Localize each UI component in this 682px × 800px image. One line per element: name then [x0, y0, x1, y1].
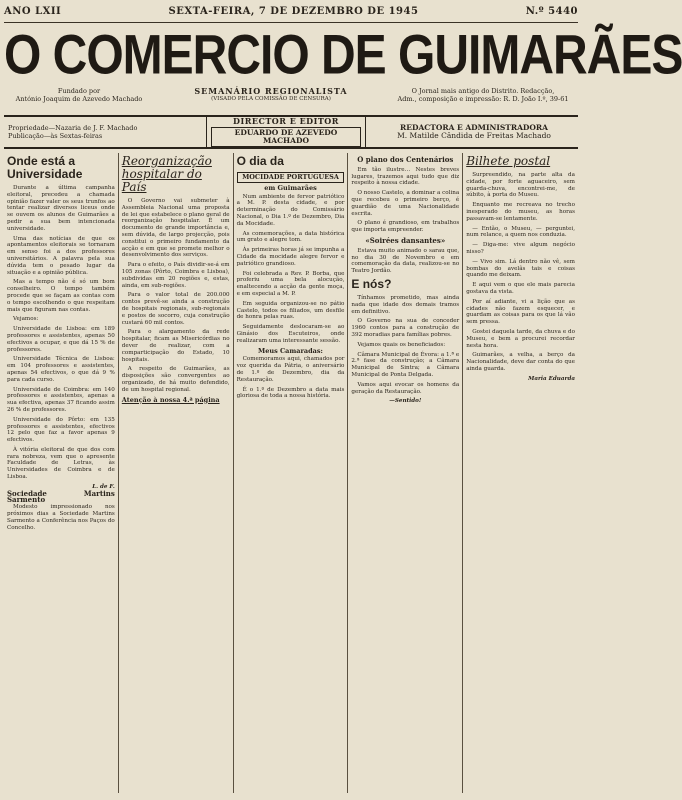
paragraph: Uma das notícias de que os apontamentos eleitorais se tornaram em senso foi a dos professores universitários. A palavra pela sua dúvida tem o pesado lugar da situação e a opinião pública. [7, 235, 115, 276]
director-block [206, 117, 366, 147]
speech-subheading: Meus Camaradas: [258, 346, 323, 355]
paragraph: É o 1.º de Dezembro a data mais gloriosa de toda a nossa história. [236, 386, 345, 400]
column-university [4, 153, 119, 793]
subheading-sociedade: Sociedade Martins Sarmento [7, 488, 115, 505]
paragraph: Para o valor total de 200.000 contos prevê-se ainda a construção de hospitais regionais, sub-regionais e postos de socorro, cuja construção custará 60 mil contos. [121, 292, 230, 326]
paragraph: Por aí adiante, vi a lição que as cidades não fazem esquecer, e guardam as coisas para os que lá vão sem pressa. [466, 298, 575, 326]
paragraph: Para o efeito, o País dividir-se-á em 105 zonas (Pôrto, Coimbra e Lisboa), subdividas em 20 regiões e, estas, ainda, em sub-regiões. [121, 262, 230, 289]
youth-banner: MOCIDADE PORTUGUESA [237, 172, 345, 183]
paragraph: Universidade Técnica de Lisboa: em 104 professores e assistentes, apenas 54 efectivos, o que dá 9 % para cada curso. [7, 356, 115, 383]
paragraph: O nosso Castelo, a dominar a colina que recebeu o primeiro berço, é guardião de uma Nacionalidade escrita. [351, 190, 460, 217]
headline-university: Onde está a Universidade [7, 154, 83, 181]
signature: Maria Eduarda [528, 375, 575, 382]
paragraph: O Governo na sua de conceder 1960 contos para a construção de 392 moradias para famílias pobres. [351, 318, 460, 338]
admin-name: M. Matilde Cândida de Freitas Machado [397, 131, 551, 140]
paragraph: Modesto impressionado nos próximos dias a Sociedade Martins Sarmento a Conferência nos Paços do Concelho. [7, 504, 115, 531]
headline-centenaries: O plano dos Centenários [357, 155, 454, 164]
founder-name: António Joaquim de Azevedo Machado [15, 95, 143, 103]
page-four-notice: Atenção à nossa 4.ª página [121, 395, 220, 404]
column-hospital [119, 153, 234, 793]
headline-soirees: «Soirées dansantes» [365, 235, 446, 245]
director-label: DIRECTOR E EDITOR [233, 116, 339, 126]
paragraph: — Vivo sim. Lá dentro não vê, sem bombas do avelâs tais e coisas quando me deixam. [466, 258, 575, 279]
headline-postcard: Bilhete postal [466, 154, 551, 168]
paragraph: Em seguida organizou-se no pátio Castelo, todos os filiados, um desfile de honra pelas ruas. [236, 300, 345, 321]
issue-info-bar [4, 0, 578, 23]
paragraph: Vamos aqui evocar os homens da geração da Restauração. [351, 381, 460, 395]
paragraph: Seguidamente deslocaram-se ao Ginásio dos Escuteiros, onde realizaram uma interessante sessão. [236, 324, 345, 344]
publication-schedule: Publicação—às Sextas-feiras [8, 132, 103, 140]
paragraph: Tínhamos prometido, mas ainda nada que idade dos demais tramos em definitivo. [351, 294, 460, 315]
subheading: Vejamos: [13, 316, 39, 323]
headline-hospital: Reorganização hospitalar do País [121, 154, 212, 194]
paragraph: As comemorações, a data histórica um grato e alegre tom. [236, 230, 345, 244]
address: Adm., composição e impressão: R. D. João I.º, 39-61 [397, 95, 569, 103]
issue-number: N.º 5440 [525, 5, 578, 17]
owner: Propriedade—Nazaria de J. F. Machado [8, 124, 138, 132]
oldest-note: O Jornal mais antigo do Distrito. Redacção, [411, 87, 555, 95]
paragraph: — Diga-me: vive algum negócio nisso? [466, 242, 575, 255]
paragraph: Vejamos quais os beneficiados: [357, 341, 446, 348]
place-label: em Guimarães [264, 183, 317, 192]
admin-label: REDACTORA E ADMINISTRADORA [400, 123, 548, 132]
paragraph: Estava muito animado o sarau que, no dia 30 de Novembro e em comemoração da data, realizou-se no Teatro Jordão. [351, 247, 460, 275]
paragraph: Gostei daquela tarde, da chuva e do Museu, e bem a procurei recordar nesta hora. [466, 328, 575, 349]
paragraph: O plano é grandioso, em trabalhos que importa empreender. [351, 220, 460, 234]
paragraph: Universidade de Coimbra: em 140 professores e assistentes, apenas a sua efectiva, apenas 37 ficando assim 26 % de professores. [7, 386, 115, 413]
paragraph: Mas a tempo não é só um bom conselheiro. O tempo também procede que se façam as contas com o tempo escolhendo o que respeitam mais que figuram nas contas. [7, 279, 115, 313]
paragraph: A respeito de Guimarães, as disposições são convergentes ao organizado, de há muito defendido, de um hospital regional. [121, 366, 230, 393]
paragraph: Para o alargamento da rede hospitalar, ficam as Misericórdias no dever de realizar, com a comparticipação do Estado, 10 hospitais. [121, 329, 230, 363]
founder-block [4, 87, 154, 103]
issue-date: SEXTA-FEIRA, 7 DE DEZEMBRO DE 1945 [168, 5, 419, 17]
paragraph: Em tão ilustre… Nestes breves lugares, trazemos aqui tudo que diz respeito à nossa cidade. [351, 166, 460, 187]
paragraph: O Governo vai submeter à Assembleia Nacional uma proposta de lei que estabelece o plano geral de reorganização hospitalar. É um documento de grande importância e, sem dúvida, de largo projecção, pois constitui o primeiro fundamento da acção e em que se promete melhor o desenvolvimento dos serviços. [121, 198, 230, 259]
issue-year: ANO LXII [4, 5, 62, 17]
paragraph: Enquanto me recreava no trecho inesperado do museu, as horas passavam-se lentamente. [466, 202, 575, 222]
weekly-block [194, 87, 347, 103]
column-centenaries [348, 153, 463, 793]
signature: —Sentido! [389, 398, 422, 405]
paragraph: À vitória eleitoral de que dos com rara nobreza, vem que o apresente Faculdade de Letras, às Universidades de Coimbra e de Lisboa. [7, 446, 115, 481]
newspaper-title: O COMERCIO DE GUIMARÃES [4, 24, 682, 86]
signature: L. de F. [92, 483, 115, 490]
masthead-subheader [4, 87, 578, 113]
admin-block [370, 117, 578, 147]
office-block [388, 87, 578, 103]
paragraph: Guimarães, a velha, a berço da Nacionalidade, deve dar conta do que ainda guarda. [466, 352, 575, 372]
paragraph: Universidade do Pôrto: em 135 professores e assistentes, efectivos 12 pelo que faz a favor apenas 9 efectivos. [7, 416, 115, 444]
column-youth-day [234, 153, 349, 793]
director-name: EDUARDO DE AZEVEDO MACHADO [211, 127, 361, 147]
column-postcard [463, 153, 578, 793]
headline-e-nos: E nós? [351, 276, 392, 291]
headline-youth-day: O dia da [236, 154, 284, 168]
censorship-note: (VISADO PELA COMISSÃO DE CENSURA) [211, 96, 331, 102]
paragraph: Às primeiras horas já se impunha a Cidade da mocidade alegre fervor e patriótico grandioso. [236, 247, 345, 267]
paragraph: Universidade de Lisboa: em 189 professores e assistentes, apenas 50 efectivos a ocupar, e que dá 15 % de professores. [7, 326, 115, 353]
paragraph: Comemoramos aqui, chamados por voz querida da Pátria, o aniversário de 1.º de Dezembro, dia da Restauração. [236, 356, 345, 383]
paragraph: Durante a última campanha eleitoral, precedeu a chamada opinião fazer valer os seus trunfos ao tentar realizar diversos liceus onde se ouvem os alunos de Guimarães a pedir a sua bem intencionada universidade. [7, 185, 115, 232]
owner-block [4, 117, 202, 147]
article-columns [4, 153, 578, 793]
founded-label: Fundado por [57, 87, 101, 95]
paragraph: Surpreendido, na parte alta da cidade, por forte aguaceiro, sem guarda-chuva, encontrei-me, de súbito, à porta do Museu. [466, 172, 575, 199]
paragraph: Câmara Municipal de Évora: a 1.ª e 2.ª fase da construção; a Câmara Municipal de Sintra; a Câmara Municipal de Ponta Delgada. [351, 351, 460, 378]
weekly-label: SEMANÁRIO REGIONALISTA [194, 86, 348, 96]
paragraph: E aqui vem o que ele mais parecia gostava da vista. [466, 282, 575, 295]
paragraph: — Então, o Museu, — perguntei, num relance, a quem nos conduzia. [466, 225, 575, 239]
staff-row [4, 115, 578, 149]
paragraph: Foi celebrada a Rev. P. Borba, que proferiu uma bela alocução, enaltecendo a acção da gente moça, e em especial a M. P. [236, 270, 345, 297]
paragraph: Num ambiente de fervor patriótico a M. P. desta cidade, e por determinação do Comissário Nacional, o Dia 1.º de Dezembro, Dia da Mocidade. [236, 193, 345, 227]
